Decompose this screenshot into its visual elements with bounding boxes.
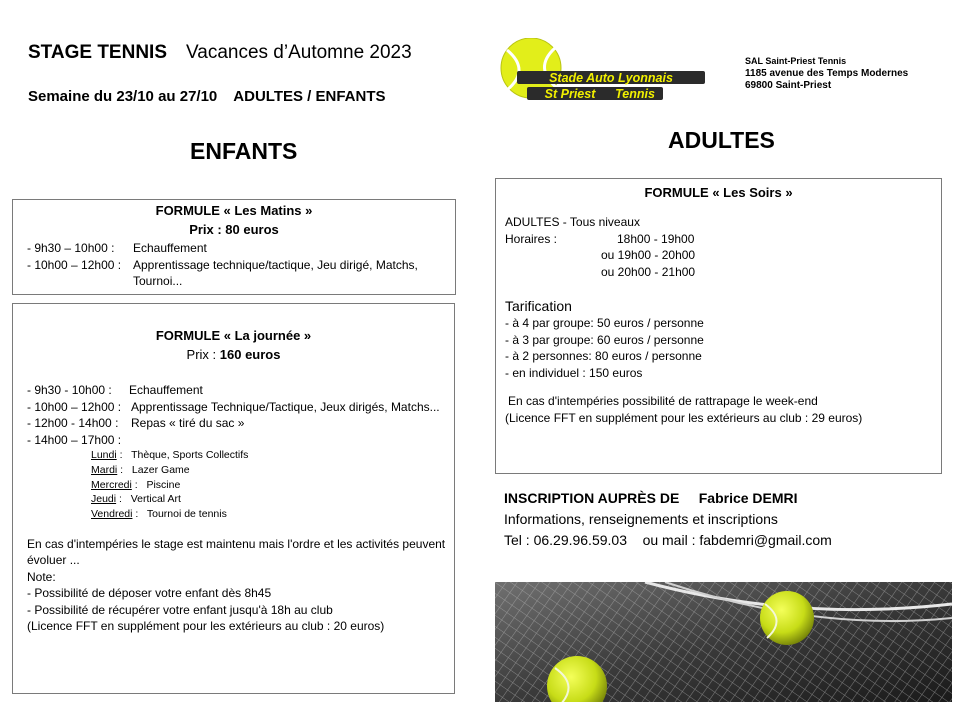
formule-journee-title: FORMULE « La journée » [155, 328, 312, 343]
schedule-row: - 10h00 – 12h00 : Apprentissage technique/tactique, Jeu dirigé, Matchs, Tournoi... [27, 257, 418, 288]
tarif-item: - à 4 par groupe: 50 euros / personne [505, 316, 704, 330]
slot: ou 20h00 - 21h00 [601, 264, 696, 279]
slot: ou 19h00 - 20h00 [601, 248, 696, 262]
week-line [28, 88, 386, 105]
day-activity: Lundi : Thèque, Sports Collectifs [91, 449, 249, 461]
club-address [745, 55, 908, 93]
day-activity: Mardi : Lazer Game [91, 463, 190, 476]
logo-text-2b: Tennis [615, 87, 655, 101]
weather-note: En cas d'intempéries possibilité de rattrapage le week-end [508, 394, 818, 408]
note-item: - Possibilité de déposer votre enfant dès 8h45 [27, 586, 272, 601]
club-street: 1185 avenue des Temps Modernes [745, 67, 909, 79]
formule-matins-title: FORMULE « Les Matins » [155, 203, 313, 218]
level: ADULTES - Tous niveaux [505, 215, 640, 229]
schedule-row: - 14h00 – 17h00 : [27, 432, 122, 447]
tarif-item: - en individuel : 150 euros [505, 365, 643, 380]
weather-note: En cas d'intempéries le stage est maintenu mais l'ordre et les activités peuvent évoluer ... [27, 536, 446, 568]
horaires-row: Horaires : 18h00 - 19h00 [505, 231, 695, 246]
club-city: 69800 Saint-Priest [745, 80, 832, 91]
schedule-row: - 12h00 - 14h00 : Repas « tiré du sac » [27, 416, 245, 430]
tarif-heading: Tarification [505, 298, 572, 314]
tennis-balls-photo [495, 582, 952, 702]
formule-matins-box [12, 199, 456, 295]
club-logo [497, 38, 709, 106]
day-activity: Mercredi : Piscine [91, 478, 181, 491]
formule-journee-price: Prix : 160 euros [186, 347, 281, 362]
tarif-item: - à 3 par groupe: 60 euros / personne [505, 332, 704, 347]
schedule-row: - 9h30 – 10h00 : Echauffement [27, 241, 207, 255]
schedule-row: - 10h00 – 12h00 : Apprentissage Technique/Tactique, Jeux dirigés, Matchs... [27, 399, 440, 414]
tarif-item: - à 2 personnes: 80 euros / personne [505, 349, 702, 363]
inscription-line: INSCRIPTION AUPRÈS DE Fabrice DEMRI [504, 490, 798, 506]
formule-matins-price: Prix : 80 euros [189, 222, 279, 237]
email-link[interactable]: ou mail : fabdemri@gmail.com [642, 532, 832, 548]
page-subtitle: Vacances d’Automne 2023 [186, 42, 412, 63]
day-activity: Jeudi : Vertical Art [91, 493, 181, 506]
inscription-info: Informations, renseignements et inscriptions [504, 511, 778, 527]
adultes-heading: ADULTES [668, 127, 775, 153]
audience: ADULTES / ENFANTS [233, 88, 386, 105]
enfants-heading: ENFANTS [190, 138, 298, 164]
day-activity: Vendredi : Tournoi de tennis [91, 508, 227, 521]
week-dates: Semaine du 23/10 au 27/10 [28, 88, 218, 105]
formule-soirs-title: FORMULE « Les Soirs » [644, 185, 793, 200]
formule-soirs-box [495, 178, 942, 474]
schedule-row: - 9h30 - 10h00 : Echauffement [27, 383, 203, 397]
licence-note: (Licence FFT en supplément pour les extérieurs au club : 29 euros) [505, 410, 863, 425]
page-title: STAGE TENNIS [28, 42, 167, 63]
club-name: SAL Saint-Priest Tennis [745, 56, 847, 66]
note-item: - Possibilité de récupérer votre enfant jusqu'à 18h au club [27, 602, 333, 617]
formule-journee-box [12, 303, 455, 694]
contact-line: Tel : 06.29.96.59.03 ou mail : fabdemri@gmail.com [504, 532, 832, 548]
inscription-block [504, 488, 832, 551]
note-label: Note: [27, 569, 56, 584]
note-item: (Licence FFT en supplément pour les extérieurs au club : 20 euros) [27, 619, 385, 634]
logo-text-2a: St Priest [544, 87, 596, 101]
logo-text-1: Stade Auto Lyonnais [549, 71, 673, 85]
